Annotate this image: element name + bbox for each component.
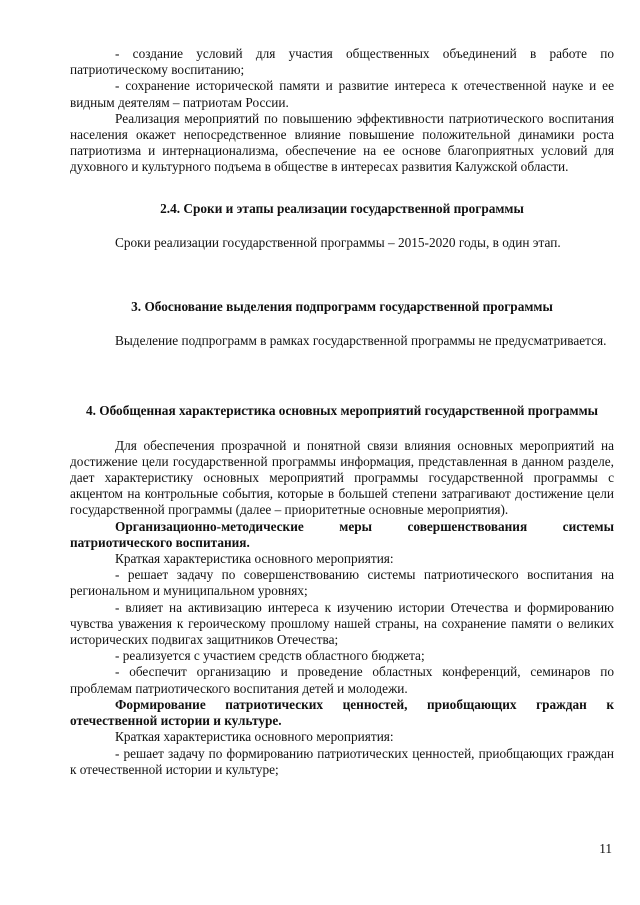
paragraph-bullet-historical-memory: - сохранение исторической памяти и развитие интереса к отечественной науке и ее видным деятелям – патриотам России. xyxy=(70,78,614,110)
heading-measure-2: Формирование патриотических ценностей, приобщающих граждан к отечественной истории и культуре. xyxy=(70,696,614,729)
heading-measure-1: Организационно-методические меры совершенствования системы патриотического воспитания. xyxy=(70,518,614,550)
paragraph-bullet-create-conditions: - создание условий для участия общественных объединений в работе по патриотическому воспитанию; xyxy=(70,46,614,78)
measure-1-item: - влияет на активизацию интереса к изучению истории Отечества и формированию чувства уважения к героическому прошлому нашей страны, на сохранение памяти о великих исторических подвигах защитников Отечества; xyxy=(70,599,614,648)
measure-2-item: - решает задачу по формированию патриотических ценностей, приобщающих граждан к отечественной истории и культуре; xyxy=(70,745,614,777)
page-number: 11 xyxy=(599,841,612,856)
paragraph-section-4-intro: Для обеспечения прозрачной и понятной связи влияния основных мероприятий на достижение цели государственной программы информация, представленная в данном разделе, дает характеристику основных мероприятий программы государственной программы с акцентом на контрольные события, которые в большей степени затрагивают достижение цели государственной программы (далее – приоритетные основные мероприятия). xyxy=(70,437,614,518)
measure-2-lead: Краткая характеристика основного мероприятия: xyxy=(115,729,394,745)
measure-1-item: - реализуется с участием средств областного бюджета; xyxy=(115,648,425,664)
heading-section-2-4: 2.4. Сроки и этапы реализации государственной программы xyxy=(160,200,524,216)
paragraph-subprograms: Выделение подпрограмм в рамках государственной программы не предусматривается. xyxy=(115,333,607,349)
heading-section-4: 4. Обобщенная характеристика основных мероприятий государственной программы xyxy=(85,403,599,419)
measure-1-item: - обеспечит организацию и проведение областных конференций, семинаров по проблемам патриотического воспитания детей и молодежи. xyxy=(70,664,614,696)
measure-1-lead: Краткая характеристика основного мероприятия: xyxy=(115,551,394,567)
measure-1-item: - решает задачу по совершенствованию системы патриотического воспитания на региональном и муниципальном уровнях; xyxy=(70,567,614,599)
paragraph-implementation: Реализация мероприятий по повышению эффективности патриотического воспитания населения окажет непосредственное влияние повышение положительной динамики роста патриотизма и интернационализма, обеспечение на ее основе благоприятных условий для духовного и культурного подъема в обществе в интересах развития Калужской области. xyxy=(70,110,614,175)
heading-section-3: 3. Обоснование выделения подпрограмм государственной программы xyxy=(131,299,553,315)
paragraph-terms: Сроки реализации государственной программы – 2015-2020 годы, в один этап. xyxy=(115,234,561,250)
